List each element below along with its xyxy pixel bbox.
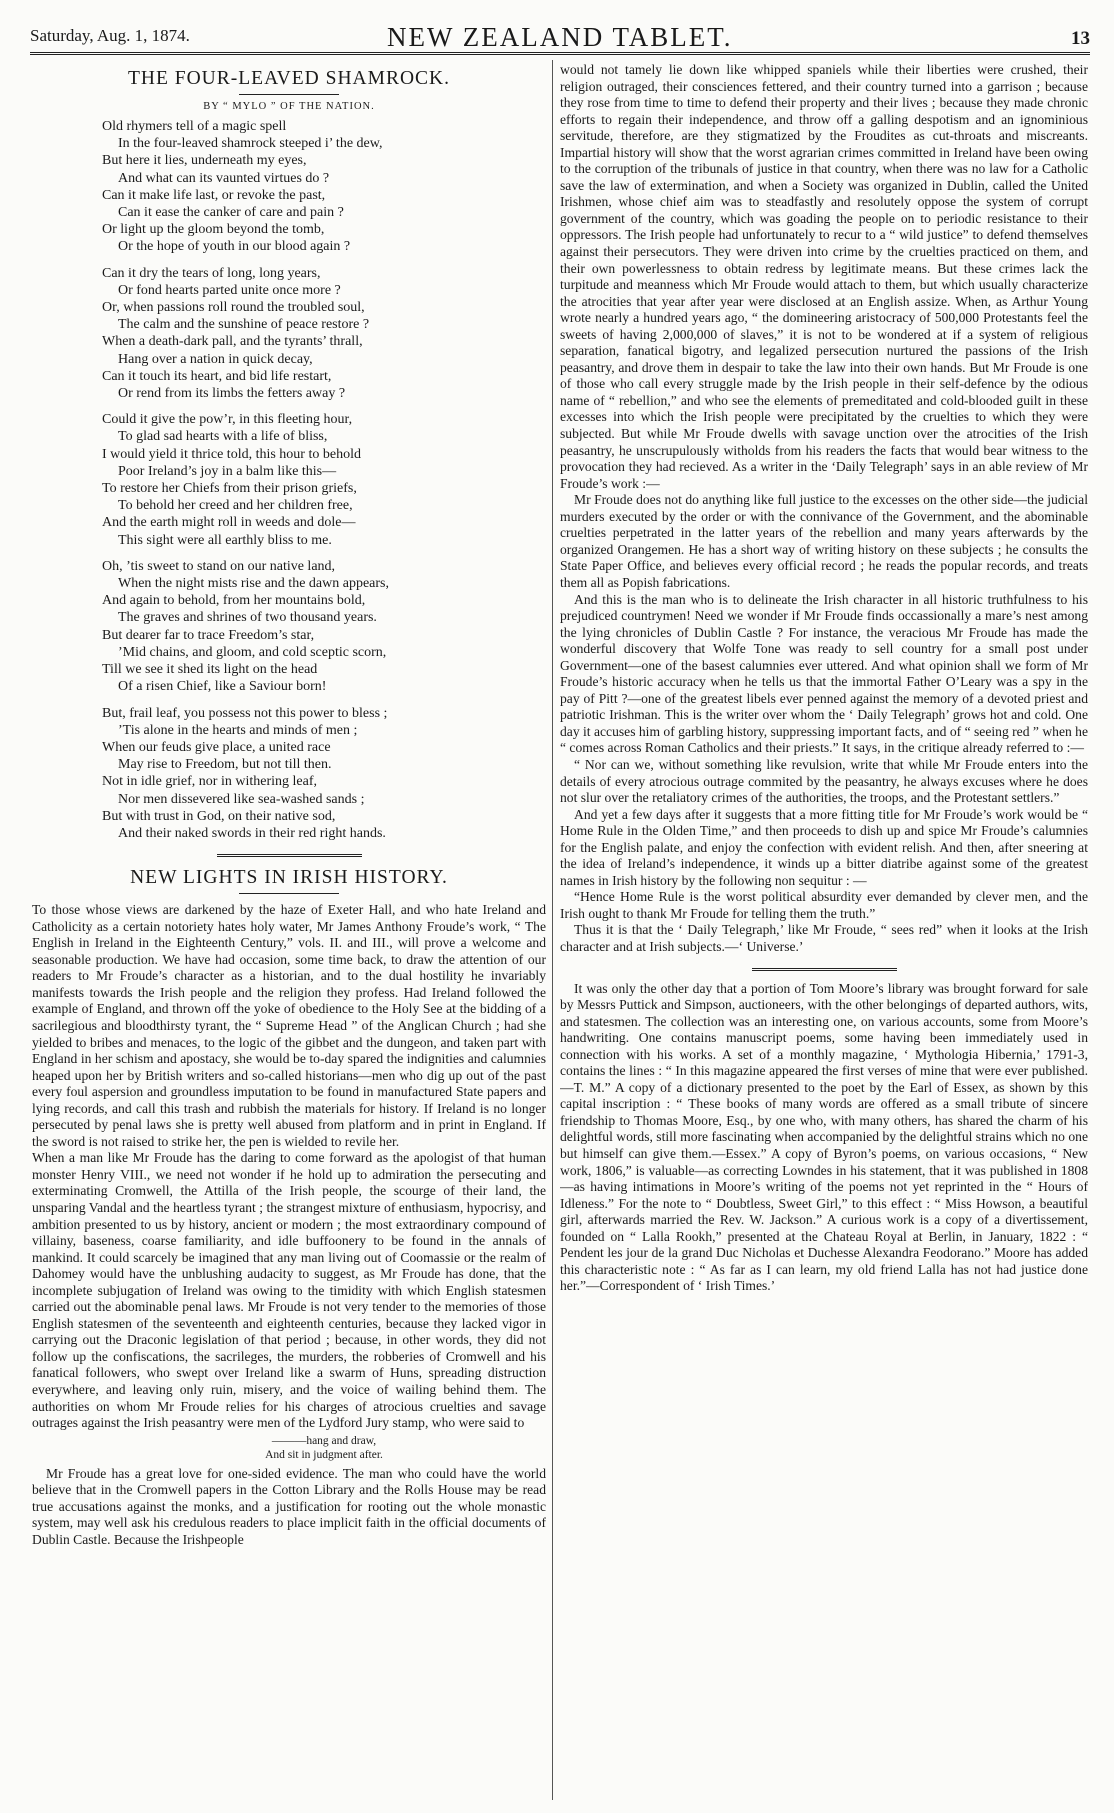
verse-line: But with trust in God, on their native sod, (102, 808, 336, 824)
verse-line: Or light up the gloom beyond the tomb, (102, 222, 325, 238)
verse-line: Till we see it shed its light on the head (102, 662, 318, 678)
verse-line: ’Mid chains, and gloom, and cold sceptic scorn, (118, 644, 387, 660)
verse-line: When our feuds give place, a united race (102, 739, 331, 755)
title-rule (239, 893, 339, 894)
column-divider (552, 60, 553, 1800)
verse-line: Or, when passions roll round the troubled soul, (102, 300, 365, 316)
article-title: NEW LIGHTS IN IRISH HISTORY. (130, 867, 448, 889)
block-quote: “Hence Home Rule is the worst political absurdity ever demanded by clever men, and the Irish ought to thank Mr Froude for telling them the truth.” (560, 889, 1088, 921)
verse-line: Can it ease the canker of care and pain ? (118, 205, 344, 221)
poem-stanza (32, 411, 546, 549)
article-paragraph: To those whose views are darkened by the haze of Exeter Hall, and who hate Ireland and Catholicity as a certain notoriety hates holy water, Mr James Anthony Froude’s work, “ The English in Ireland in the Eighteenth Century,” vols. II. and III., will prove a welcome and seasonable production. We have had occasion, some time back, to draw the attention of our readers to Mr Froude’s character as a historian, and to the dual hostility he invariably manifests towards the Irish people and the religion they profess. Had Ireland followed the example of England, and thrown off the yoke of obedience to the Holy See at the bidding of a sacrilegious and bloodthirsty tyrant, the “ Supreme Head ” of the Anglican Church ; had she yielded to bribes and menaces, to the logic of the gibbet and the dungeon, and taken part with England in her schism and apostacy, she would be to-day spared the indignities and calumnies heaped upon her by British writers and so-called historians—men who dig up out of the past every foul aspersion and groundless imputation to be found in manufactured State papers and lying records, and call this trash and rubbish the materials for history. If Ireland is no longer persecuted by penal laws she is pretty well abused from platform and in print in England. If the sword is not raised to strike her, the pen is wielded to revile her. (32, 902, 546, 1149)
article-paragraph: Thus it is that the ‘ Daily Telegraph,’ like Mr Froude, “ sees red” when it looks at the Irish character and at Irish subjects.—‘ Universe.’ (560, 922, 1088, 954)
verse-line: Not in idle grief, nor in withering leaf, (102, 774, 317, 790)
verse-line: The calm and the sunshine of peace restore ? (118, 317, 370, 333)
verse-line: Can it touch its heart, and bid life restart, (102, 368, 332, 384)
block-quote: Mr Froude does not do anything like full justice to the excesses on the other side—the judicial murders executed by the order or with the connivance of the Government, and the abominable cruelties perpetrated in the latter years of the rebellion and many years afterwards by the organized Orangemen. He has a short way of writing history on these subjects ; he consults the State Paper Office, and believes every official record ; he reads the popular records, and treats them all as Popish fabrications. (560, 492, 1088, 590)
verse-line: And what can its vaunted virtues do ? (118, 170, 330, 186)
poem-stanza (32, 265, 546, 403)
verse-line: Could it give the pow’r, in this fleeting hour, (102, 412, 353, 428)
verse-line: Poor Ireland’s joy in a balm like this— (118, 463, 337, 479)
verse-line: But, frail leaf, you possess not this power to bless ; (102, 705, 388, 721)
verse-line: May rise to Freedom, but not till then. (118, 757, 332, 773)
article-paragraph: And this is the man who is to delineate the Irish character in all historic truthfulness to his prejudiced countrymen! Need we wonder if Mr Froude finds occassionally a mare’s nest among the lying chronicles of Dublin Castle ? For instance, the veracious Mr Froude has made the wonderful discovery that Wolfe Tone was ready to sell country for a small post under Government—one of the basest calumnies ever uttered. And what opinion shall we form of Mr Froude’s historic accuracy when he tells us that the immortal Father O’Leary was a spy in the pay of Pitt ?—one of the greatest libels ever penned against the memory of a devoted priest and patriotic Irishman. This is the writer over whom the ‘ Daily Telegraph’ grows hot and cold. One day it accuses him of garbling history, suppressing important facts, and of “ seeing red ” when he “ comes across Roman Catholics and their priests.” It says, in the critique already referred to :— (560, 591, 1088, 756)
verse-line: To glad sad hearts with a life of bliss, (118, 429, 328, 445)
verse-line: Can it dry the tears of long, long years, (102, 265, 321, 281)
verse-line: Hang over a nation in quick decay, (118, 351, 313, 367)
left-column (32, 62, 546, 1807)
verse-line: To behold her creed and her children free, (118, 498, 353, 514)
verse-line: Or fond hearts parted unite once more ? (118, 282, 341, 298)
right-column (560, 62, 1088, 1807)
poem-title: THE FOUR-LEAVED SHAMROCK. (127, 68, 451, 89)
verse-line: Can it make life last, or revoke the past, (102, 187, 326, 203)
verse-line: And again to behold, from her mountains bold, (102, 593, 366, 609)
verse-line: But dearer far to trace Freedom’s star, (102, 627, 315, 643)
poem-stanza (32, 705, 546, 843)
verse-line: Or rend from its limbs the fetters away ? (118, 386, 346, 402)
title-rule (239, 94, 339, 95)
verse-line: When a death-dark pall, and the tyrants’ thrall, (102, 334, 363, 350)
block-quote: “ Nor can we, without something like revulsion, write that while Mr Froude enters into the details of every atrocious outrage commited by the peasantry, he always excuses where he does not slur over the retaliatory crimes of the authorities, the troops, and the Protestant settlers.” (560, 756, 1088, 806)
verse-line: And the earth might roll in weeds and dole— (102, 515, 356, 531)
verse-quote-line: ———hang and draw, (271, 1434, 377, 1447)
masthead-rule (30, 52, 1090, 55)
verse-line: To restore her Chiefs from their prison griefs, (102, 481, 357, 497)
verse-quote-line: And sit in judgment after. (265, 1448, 383, 1461)
article-paragraph: When a man like Mr Froude has the daring to come forward as the apologist of that human monster Henry VIII., we need not wonder if he hold up to admiration the persecuting and exterminating Cromwell, the Attilla of the Irish people, the scourge of their land, the unsparing Vandal and the heartless tyrant ; the strangest mixture of enthusiasm, hypocrisy, and ambition presented to us by history, ancient or modern ; the most extraordinary compound of villainy, baseness, coarse familiarity, and idle buffoonery to be found in the annals of mankind. It could scarcely be imagined that any man living out of Coomassie or the realm of Dahomey would have the unblushing audacity to suggest, as Mr Froude has done, that the incomplete subjugation of Ireland was owing to the timidity with which English statesmen carried out the abominable penal laws. Mr Froude is not very tender to the memories of those English statesmen of the seventeenth and eighteenth centuries, because they lacked vigor in carrying out the Draconic legislation of that period ; because, in other words, they did not follow up the confiscations, the sacrileges, the murders, the robberies of Cromwell and his fanatical followers, who swept over Ireland like a swarm of Huns, spreading distruction everywhere, and leaving only ruin, misery, and the voice of wailing behind them. The authorities on whom Mr Froude relies for his charges of atrocious cruelties and savage outrages against the Irish peasantry were men of the Lydford Jury stamp, who were said to (32, 1150, 546, 1431)
verse-line: Of a risen Chief, like a Saviour born! (118, 679, 327, 695)
issue-date: Saturday, Aug. 1, 1874. (30, 26, 190, 45)
verse-line: The graves and shrines of two thousand years. (118, 610, 377, 626)
verse-line: This sight were all earthly bliss to me. (118, 532, 332, 548)
masthead (30, 22, 1090, 52)
verse-line: I would yield it thrice told, this hour to behold (102, 446, 361, 462)
moore-paragraph: It was only the other day that a portion of Tom Moore’s library was brought forward for sale by Messrs Puttick and Simpson, auctioneers, with the other belongings of departed authors, wits, and statesmen. The collection was an interesting one, on various accounts, some from Moore’s handwriting. One contains manuscript poems, some having been immediately used in connection with his works. A set of a monthly magazine, ‘ Mythologia Hibernia,’ 1791-3, contains the lines : “ In this magazine appeared the first verses of mine that were ever published.—T. M.” A copy of a dictionary presented to the poet by the Earl of Essex, as shown by this capital inscription : “ These books of many words are offered as a small tribute of sincere friendship to Thomas Moore, Esq., by one who, with many others, has shared the charm of his delightful words, still more fascinating when accompanied by the delightful strains which no one but himself can give them.—Essex.” A copy of Byron’s poems, on various occasions, “ New work, 1806,” is valuable—as correcting Lowndes in his statement, that it was published in 1808—as having intimations in Moore’s writing of the poems not yet reprinted in the “ Hours of Idleness.” For the note to “ Doubtless, Sweet Girl,” to this effect : “ Miss Howson, a beautiful girl, afterwards married the Rev. W. Jackson.” A curious work is a copy of a divertissement, founded on “ Lalla Rookh,” presented at the Chateau Royal at Berlin, in January, 1822 : “ Pendent les jour de la grand Duc Nicholas et Duchesse Alexandra Feodorano.” Moore has added this characteristic note : “ As far as I can learn, my old friend Lalla has not had justice done her.”—Correspondent of ‘ Irish Times.’ (560, 980, 1088, 1294)
poem-stanza (32, 118, 546, 256)
verse-quote (102, 1434, 546, 1462)
section-rule (752, 968, 897, 971)
verse-line: ’Tis alone in the hearts and minds of men ; (118, 722, 358, 738)
poem-byline: BY “ MYLO ” OF THE NATION. (203, 101, 375, 112)
article-paragraph: would not tamely lie down like whipped spaniels while their liberties were crushed, their religion outraged, their consciences fettered, and their country turned into a garrison ; because they rose from time to time to defend their property and their lives ; because they made chronic efforts to regain their independence, and throw off a galling despotism and an ignominious servitude, therefore, are they stigmatized by the Froudites as cut-throats and miscreants. Impartial history will show that the worst agrarian crimes committed in Ireland have been owing to the corruption of the tribunals of justice in that country, when there was no law for a Catholic save the law of extermination, and when a Society was organized in Dublin, called the United Irishmen, whose chief aim was to steadfastly and resolutely oppose the system of corrupt government of the country, which was goading the people on to periodic resistance to their oppressors. The Irish people had unfortunately to recur to a “ wild justice” to defend themselves against their persecutors. They were driven into crime by the cruelties practiced on them, and their own powerlessness to obtain redress by legitimate means. But these crimes lack the turpitude and meanness which Mr Froude would attach to them, but which usually characterize the atrocities that year after year were disclosed at an English assize. When, as Arthur Young wrote nearly a hundred years ago, “ the domineering aristocracy of 500,000 Protestants feel the sweets of having 2,000,000 of slaves,” it is not to be wondered at if a system of religious separation, fanatical bigotry, and legalized persecution nurtured the passions of the Irish peasantry, and drove them in despair to take the law into their own hands. But Mr Froude is one of those who call every struggle made by the Irish people in their self-defence by the odious name of “ rebellion,” and who see the elements of premeditated and cold-blooded guilt in these excesses into which the Irish people were precipitated by the cruelties to which they were subjected. But while Mr Froude dwells with savage unction over the atrocities of the Irish peasantry, he unscrupulously witholds from his readers the facts that would bear witness to the provocation they had recieved. As a writer in the ‘Daily Telegraph’ says in an able review of Mr Froude’s work :— (560, 62, 1088, 491)
page-number: 13 (1071, 28, 1090, 49)
verse-line: And their naked swords in their red right hands. (118, 825, 386, 841)
verse-line: When the night mists rise and the dawn appears, (118, 576, 389, 592)
poem-body (32, 118, 546, 842)
verse-line: But here it lies, underneath my eyes, (102, 153, 307, 169)
article-paragraph: Mr Froude has a great love for one-sided evidence. The man who could have the world believe that in the Cromwell papers in the Cotton Library and the Rolls House may be read true accusations against the monks, and a justification for rooting out the whole monastic system, may well ask his credulous readers to place implicit faith in the official documents of Dublin Castle. Because the Irishpeople (32, 1465, 546, 1547)
article-paragraph: And yet a few days after it suggests that a more fitting title for Mr Froude’s work would be “ Home Rule in the Olden Time,” and then proceeds to dish up and spice Mr Froude’s calumnies for the English palate, and enjoy the confection with evident relish. And then, after sneering at the idea of Ireland’s independence, it winds up a bitter diatribe against some of the greatest names in Irish history by the following non sequitur : — (560, 806, 1088, 888)
verse-line: Oh, ’tis sweet to stand on our native land, (102, 558, 336, 574)
verse-line: In the four-leaved shamrock steeped i’ the dew, (118, 136, 383, 152)
verse-line: Or the hope of youth in our blood again ? (118, 239, 351, 255)
verse-line: Nor men dissevered like sea-washed sands ; (118, 791, 365, 807)
verse-line: Old rhymers tell of a magic spell (102, 119, 287, 134)
section-rule (217, 854, 362, 857)
poem-stanza (32, 558, 546, 696)
newspaper-title: NEW ZEALAND TABLET. (387, 22, 733, 52)
